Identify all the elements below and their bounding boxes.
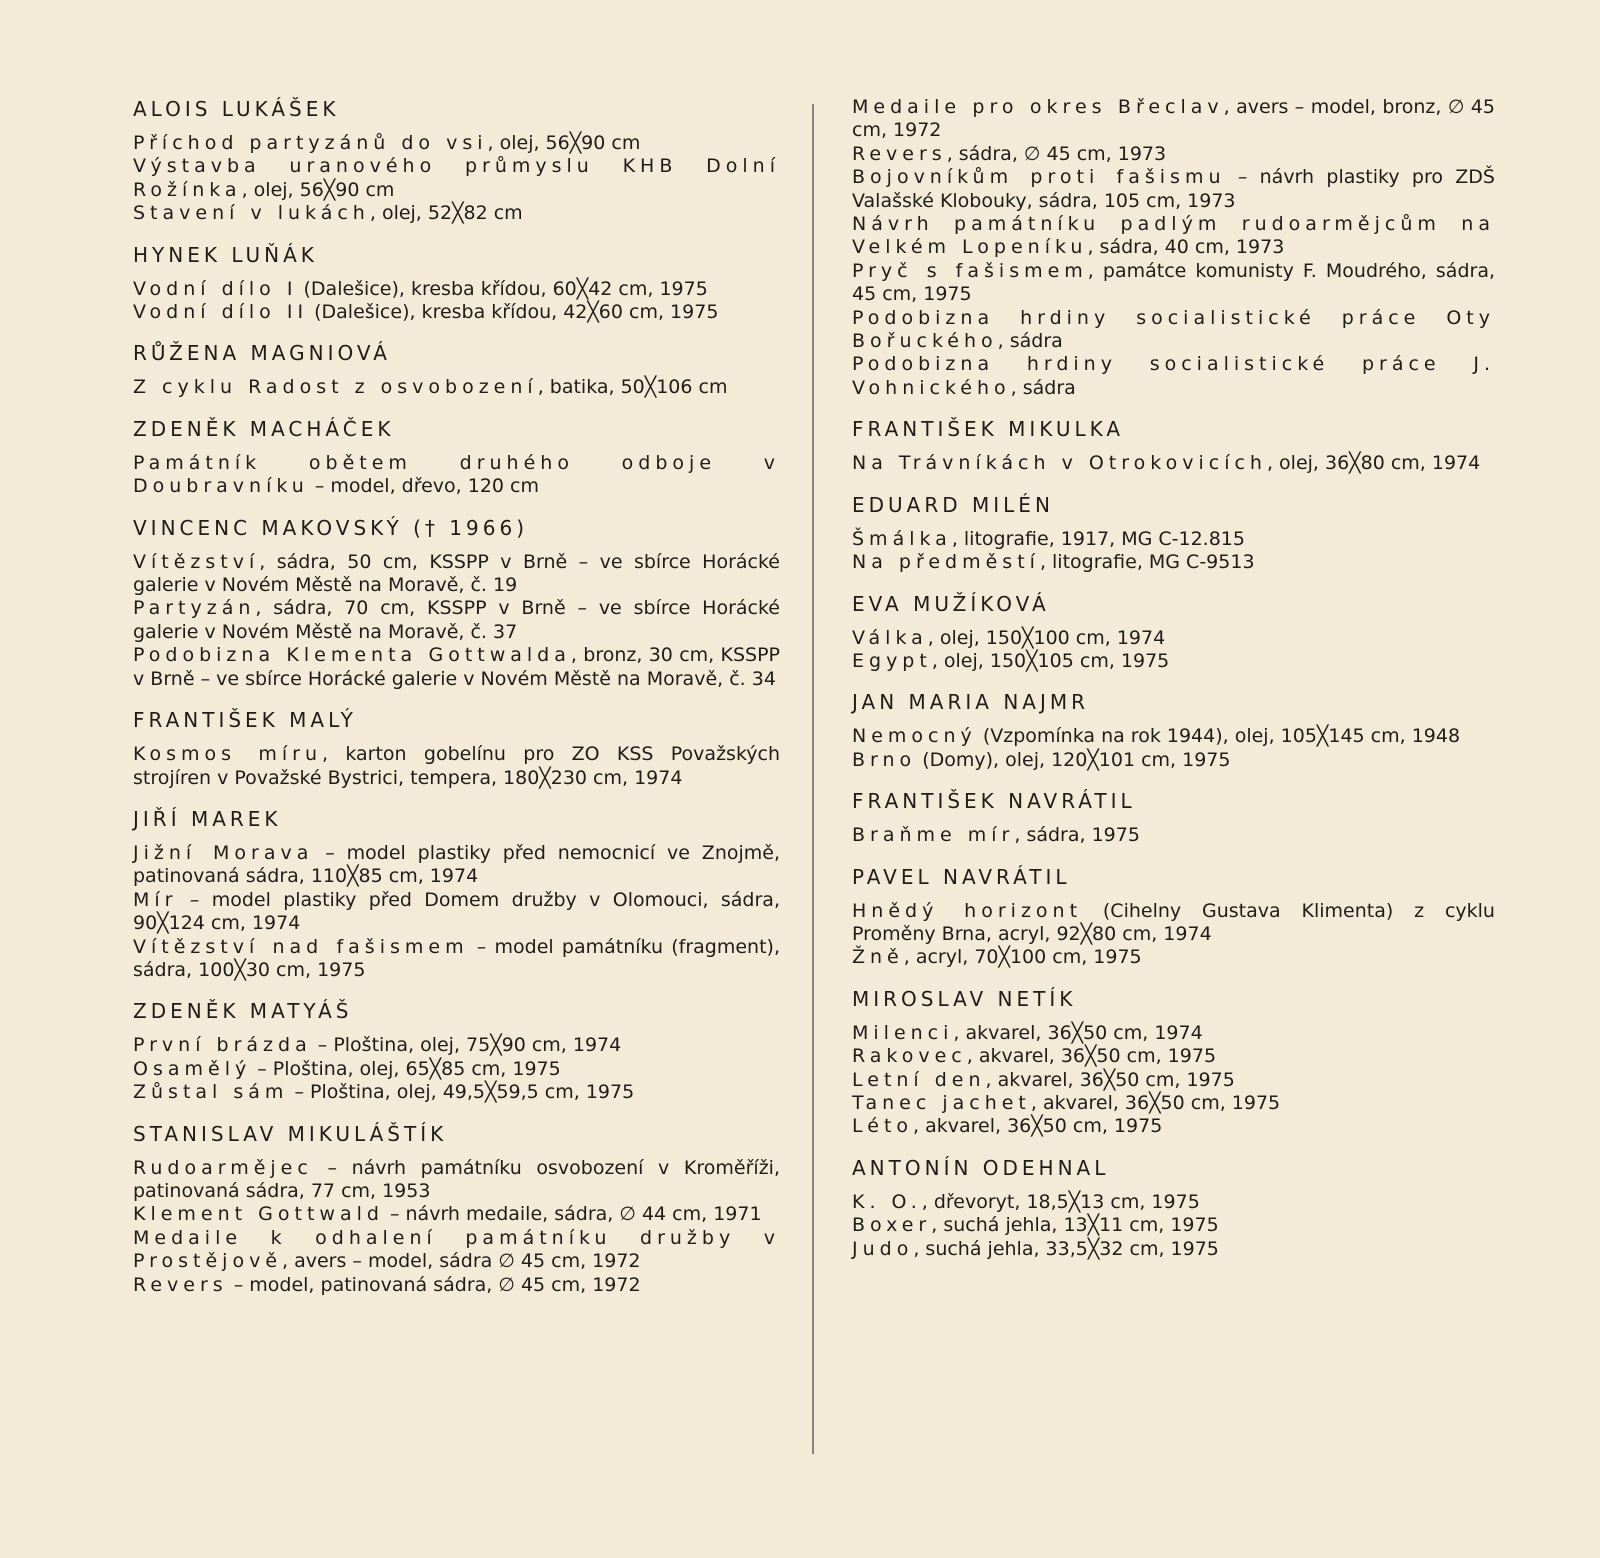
work-entry	[852, 1191, 1495, 1214]
work-entry	[852, 166, 1495, 213]
work-details: , olej, 56╳90 cm	[241, 178, 395, 201]
work-title: Medaile k odhalení památníku družby v Prostějově	[133, 1226, 780, 1273]
artist-name: STANISLAV MIKULÁŠTÍK	[133, 1121, 448, 1146]
work-title: Revers	[852, 142, 947, 165]
work-details: – model, patinovaná sádra, ∅ 45 cm, 1972	[227, 1273, 641, 1296]
work-entry	[133, 743, 780, 790]
work-title: Památník obětem druhého odboje v Doubravníku	[133, 451, 780, 498]
work-details: , suchá jehla, 13╳11 cm, 1975	[931, 1214, 1219, 1237]
work-details: – Ploština, olej, 65╳85 cm, 1975	[251, 1057, 561, 1080]
artist-section	[133, 340, 780, 399]
work-title: Výstavba uranového průmyslu KHB Dolní Rožínka	[133, 155, 780, 201]
work-title: Podobizna Klementa Gottwalda	[133, 644, 571, 667]
work-entry	[133, 597, 780, 644]
work-entry	[852, 1069, 1495, 1092]
artist-section	[133, 416, 780, 499]
work-entry	[133, 1058, 780, 1081]
work-title: Z cyklu Radost z osvobození	[133, 376, 538, 399]
work-details: , olej, 36╳80 cm, 1974	[1266, 452, 1481, 475]
work-title: Příchod partyzánů do vsi	[133, 132, 488, 154]
work-details: (Dalešice), kresba křídou, 42╳60 cm, 1975	[308, 301, 719, 324]
work-entry	[852, 353, 1495, 400]
artist-name: RŮŽENA MAGNIOVÁ	[133, 341, 391, 366]
artist-section	[852, 416, 1495, 475]
work-title: Tanec jachet	[852, 1091, 1031, 1114]
work-details: – Ploština, olej, 75╳90 cm, 1974	[311, 1034, 622, 1057]
work-entry	[133, 889, 780, 936]
artist-section	[852, 96, 1495, 400]
artist-name: PAVEL NAVRÁTIL	[852, 864, 1071, 889]
work-entry	[852, 213, 1495, 260]
artist-section	[852, 689, 1495, 772]
work-entry	[133, 132, 780, 155]
work-title: Egypt	[852, 649, 932, 672]
work-entry	[133, 1034, 780, 1057]
work-details: (Cihelny Gustava Klimenta) z cyklu Proměny Brna, acryl, 92╳80 cm, 1974	[852, 899, 1495, 945]
work-details: , avers – model, bronz, ∅ 45 cm, 1972	[852, 96, 1495, 142]
work-details: , sádra	[997, 330, 1063, 353]
work-entry	[133, 936, 780, 983]
work-title: Boxer	[852, 1214, 932, 1237]
work-entry	[852, 307, 1495, 354]
work-entry	[133, 1203, 780, 1226]
artist-name: JIŘÍ MAREK	[133, 806, 282, 831]
column-divider	[812, 104, 814, 1454]
work-entry	[852, 650, 1495, 673]
work-entry	[852, 551, 1495, 574]
work-details: – model památníku (fragment), sádra, 100╳30 cm, 1975	[133, 935, 780, 981]
work-details: – model plastiky před nemocnicí ve Znojmě, patinovaná sádra, 110╳85 cm, 1974	[133, 841, 781, 888]
work-title: Rakovec	[852, 1045, 967, 1068]
work-title: Klement Gottwald	[133, 1203, 384, 1226]
work-entry	[133, 155, 780, 202]
artist-section	[852, 864, 1495, 970]
work-title: Kosmos míru	[133, 743, 323, 766]
work-title: Zůstal sám	[133, 1081, 289, 1104]
work-entry	[852, 824, 1495, 847]
work-entry	[133, 202, 780, 225]
work-entry	[133, 551, 780, 598]
work-details: – návrh plastiky pro ZDŠ Valašské Klobouky, sádra, 105 cm, 1973	[852, 166, 1495, 212]
work-details: , sádra, 50 cm, KSSPP v Brně – ve sbírce Horácké galerie v Novém Městě na Moravě, č. 19	[133, 550, 780, 597]
work-details: , akvarel, 36╳50 cm, 1975	[985, 1068, 1235, 1091]
work-details: , avers – model, sádra ∅ 45 cm, 1972	[282, 1250, 641, 1273]
artist-section	[133, 242, 780, 325]
work-details: , litografie, 1917, MG C-12.815	[951, 527, 1245, 550]
work-entry	[133, 1227, 780, 1274]
work-title: Šmálka	[852, 527, 952, 550]
work-entry	[852, 260, 1495, 307]
artist-section	[852, 788, 1495, 847]
artist-section	[852, 986, 1495, 1139]
work-title: Judo	[852, 1237, 914, 1260]
work-title: Vodní dílo II	[133, 301, 309, 324]
artist-section	[133, 515, 780, 691]
work-details: , akvarel, 36╳50 cm, 1975	[966, 1045, 1217, 1068]
work-details: , acryl, 70╳100 cm, 1975	[903, 946, 1142, 969]
work-title: Vítězství nad fašismem	[133, 935, 469, 958]
work-details: , suchá jehla, 33,5╳32 cm, 1975	[913, 1237, 1219, 1260]
artist-name: ANTONÍN ODEHNAL	[852, 1155, 1110, 1180]
artist-name: MIROSLAV NETÍK	[852, 986, 1077, 1011]
work-entry	[133, 278, 780, 301]
work-details: , olej, 56╳90 cm	[487, 132, 641, 154]
work-title: Návrh památníku padlým rudoarmějcům na Velkém Lopeníku	[852, 213, 1495, 259]
work-details: , karton gobelínu pro ZO KSS Považských strojíren v Považské Bystrici, tempera, 180╳230 cm, 1974	[133, 743, 781, 789]
work-details: , akvarel, 36╳50 cm, 1975	[1030, 1091, 1281, 1114]
work-entry	[133, 1157, 780, 1204]
work-entry	[133, 842, 780, 889]
work-title: Na předměstí	[852, 551, 1040, 574]
work-entry	[852, 1214, 1495, 1237]
work-title: K. O.	[852, 1190, 922, 1213]
work-entry	[133, 1081, 780, 1104]
work-details: , sádra, 1975	[1014, 824, 1140, 847]
work-entry	[852, 96, 1495, 143]
work-entry	[133, 644, 780, 691]
work-title: Partyzán	[133, 597, 256, 620]
work-details: , batika, 50╳106 cm	[537, 376, 728, 399]
work-title: Vítězství	[133, 550, 260, 573]
work-details: , akvarel, 36╳50 cm, 1975	[913, 1115, 1163, 1138]
work-entry	[852, 725, 1495, 748]
work-title: Vodní dílo I	[133, 277, 298, 300]
artist-name: EVA MUŽÍKOVÁ	[852, 591, 1050, 616]
artist-name: ZDENĚK MATYÁŠ	[133, 999, 353, 1024]
work-title: Žně	[852, 946, 904, 969]
artist-section	[133, 96, 780, 226]
work-entry	[133, 376, 780, 399]
work-title: Osamělý	[133, 1057, 252, 1080]
artist-section	[852, 1155, 1495, 1261]
work-entry	[852, 900, 1495, 947]
work-details: – Ploština, olej, 49,5╳59,5 cm, 1975	[288, 1081, 635, 1104]
artist-section	[133, 998, 780, 1104]
work-title: Milenci	[852, 1021, 954, 1044]
work-details: – návrh památníku osvobození v Kroměříži, patinovaná sádra, 77 cm, 1953	[133, 1156, 780, 1202]
work-title: Hnědý horizont	[852, 899, 1083, 922]
work-title: Revers	[133, 1273, 228, 1296]
artist-section	[133, 707, 780, 790]
artist-name: ALOIS LUKÁŠEK	[133, 97, 340, 121]
work-entry	[852, 627, 1495, 650]
work-details: , sádra, ∅ 45 cm, 1973	[946, 142, 1167, 165]
work-title: Brno	[852, 748, 917, 771]
artist-section	[133, 1121, 780, 1297]
work-entry	[852, 749, 1495, 772]
work-title: Stavení v lukách	[133, 202, 370, 225]
artist-section	[852, 591, 1495, 674]
work-title: Mír	[133, 888, 178, 911]
work-title: Letní den	[852, 1068, 986, 1091]
work-title: Podobizna hrdiny socialistické práce J. Vohnického	[852, 353, 1495, 399]
work-details: , litografie, MG C-9513	[1039, 551, 1255, 574]
work-title: Medaile pro okres Břeclav	[852, 96, 1224, 118]
work-details: , sádra	[1010, 376, 1076, 399]
work-title: Braňme mír	[852, 824, 1015, 847]
artist-name: VINCENC MAKOVSKÝ († 1966)	[133, 515, 528, 540]
work-details: , olej, 150╳100 cm, 1974	[927, 626, 1166, 649]
work-title: Léto	[852, 1115, 914, 1138]
work-entry	[133, 452, 780, 499]
work-entry	[852, 946, 1495, 969]
work-title: První brázda	[133, 1034, 312, 1057]
artist-name: EDUARD MILÉN	[852, 492, 1054, 517]
artist-name: FRANTIŠEK MALÝ	[133, 708, 357, 733]
work-details: – model plastiky před Domem družby v Olomouci, sádra, 90╳124 cm, 1974	[133, 888, 780, 935]
work-details: (Dalešice), kresba křídou, 60╳42 cm, 1975	[297, 277, 708, 300]
artist-name: ZDENĚK MACHÁČEK	[133, 416, 395, 441]
work-entry	[852, 1022, 1495, 1045]
work-entry	[133, 1274, 780, 1297]
work-details: , akvarel, 36╳50 cm, 1974	[953, 1021, 1203, 1044]
work-entry	[852, 528, 1495, 551]
work-entry	[852, 1238, 1495, 1261]
work-details: (Vzpomínka na rok 1944), olej, 105╳145 cm, 1948	[976, 725, 1461, 748]
work-title: Nemocný	[852, 725, 977, 748]
work-title: Pryč s fašismem	[852, 259, 1088, 282]
work-entry	[852, 452, 1495, 475]
work-details: , památce komunisty F. Moudrého, sádra, 45 cm, 1975	[852, 259, 1496, 306]
work-details: , bronz, 30 cm, KSSPP v Brně – ve sbírce Horácké galerie v Novém Městě na Moravě, č. 34	[133, 644, 781, 690]
work-title: Podobizna hrdiny socialistické práce Oty Bořuckého	[852, 306, 1495, 353]
work-details: , olej, 150╳105 cm, 1975	[931, 649, 1170, 672]
work-details: , sádra, 70 cm, KSSPP v Brně – ve sbírce Horácké galerie v Novém Městě na Moravě, č. 37	[133, 597, 780, 643]
artist-section	[852, 492, 1495, 575]
work-details: – model, dřevo, 120 cm	[308, 475, 540, 498]
work-details: , olej, 52╳82 cm	[369, 202, 523, 225]
work-details: (Domy), olej, 120╳101 cm, 1975	[916, 748, 1231, 771]
right-column	[852, 96, 1495, 1277]
artist-name: FRANTIŠEK NAVRÁTIL	[852, 789, 1136, 814]
artist-name: HYNEK LUŇÁK	[133, 242, 318, 267]
work-title: Jižní Morava	[133, 841, 314, 864]
work-entry	[133, 301, 780, 324]
artist-name: JAN MARIA NAJMR	[852, 690, 1090, 715]
work-details: – návrh medaile, sádra, ∅ 44 cm, 1971	[383, 1203, 762, 1226]
work-entry	[852, 1115, 1495, 1138]
work-title: Bojovníkům proti fašismu	[852, 166, 1226, 189]
work-entry	[852, 1045, 1495, 1068]
work-details: , sádra, 40 cm, 1973	[1087, 236, 1285, 259]
work-title: Rudoarmějec	[133, 1156, 313, 1179]
artist-section	[133, 806, 780, 982]
work-details: , dřevoryt, 18,5╳13 cm, 1975	[921, 1190, 1200, 1213]
work-entry	[852, 143, 1495, 166]
work-title: Válka	[852, 626, 928, 649]
left-column	[133, 96, 780, 1313]
work-entry	[852, 1092, 1495, 1115]
artist-name: FRANTIŠEK MIKULKA	[852, 417, 1125, 442]
work-title: Na Trávníkách v Otrokovicích	[852, 452, 1267, 475]
